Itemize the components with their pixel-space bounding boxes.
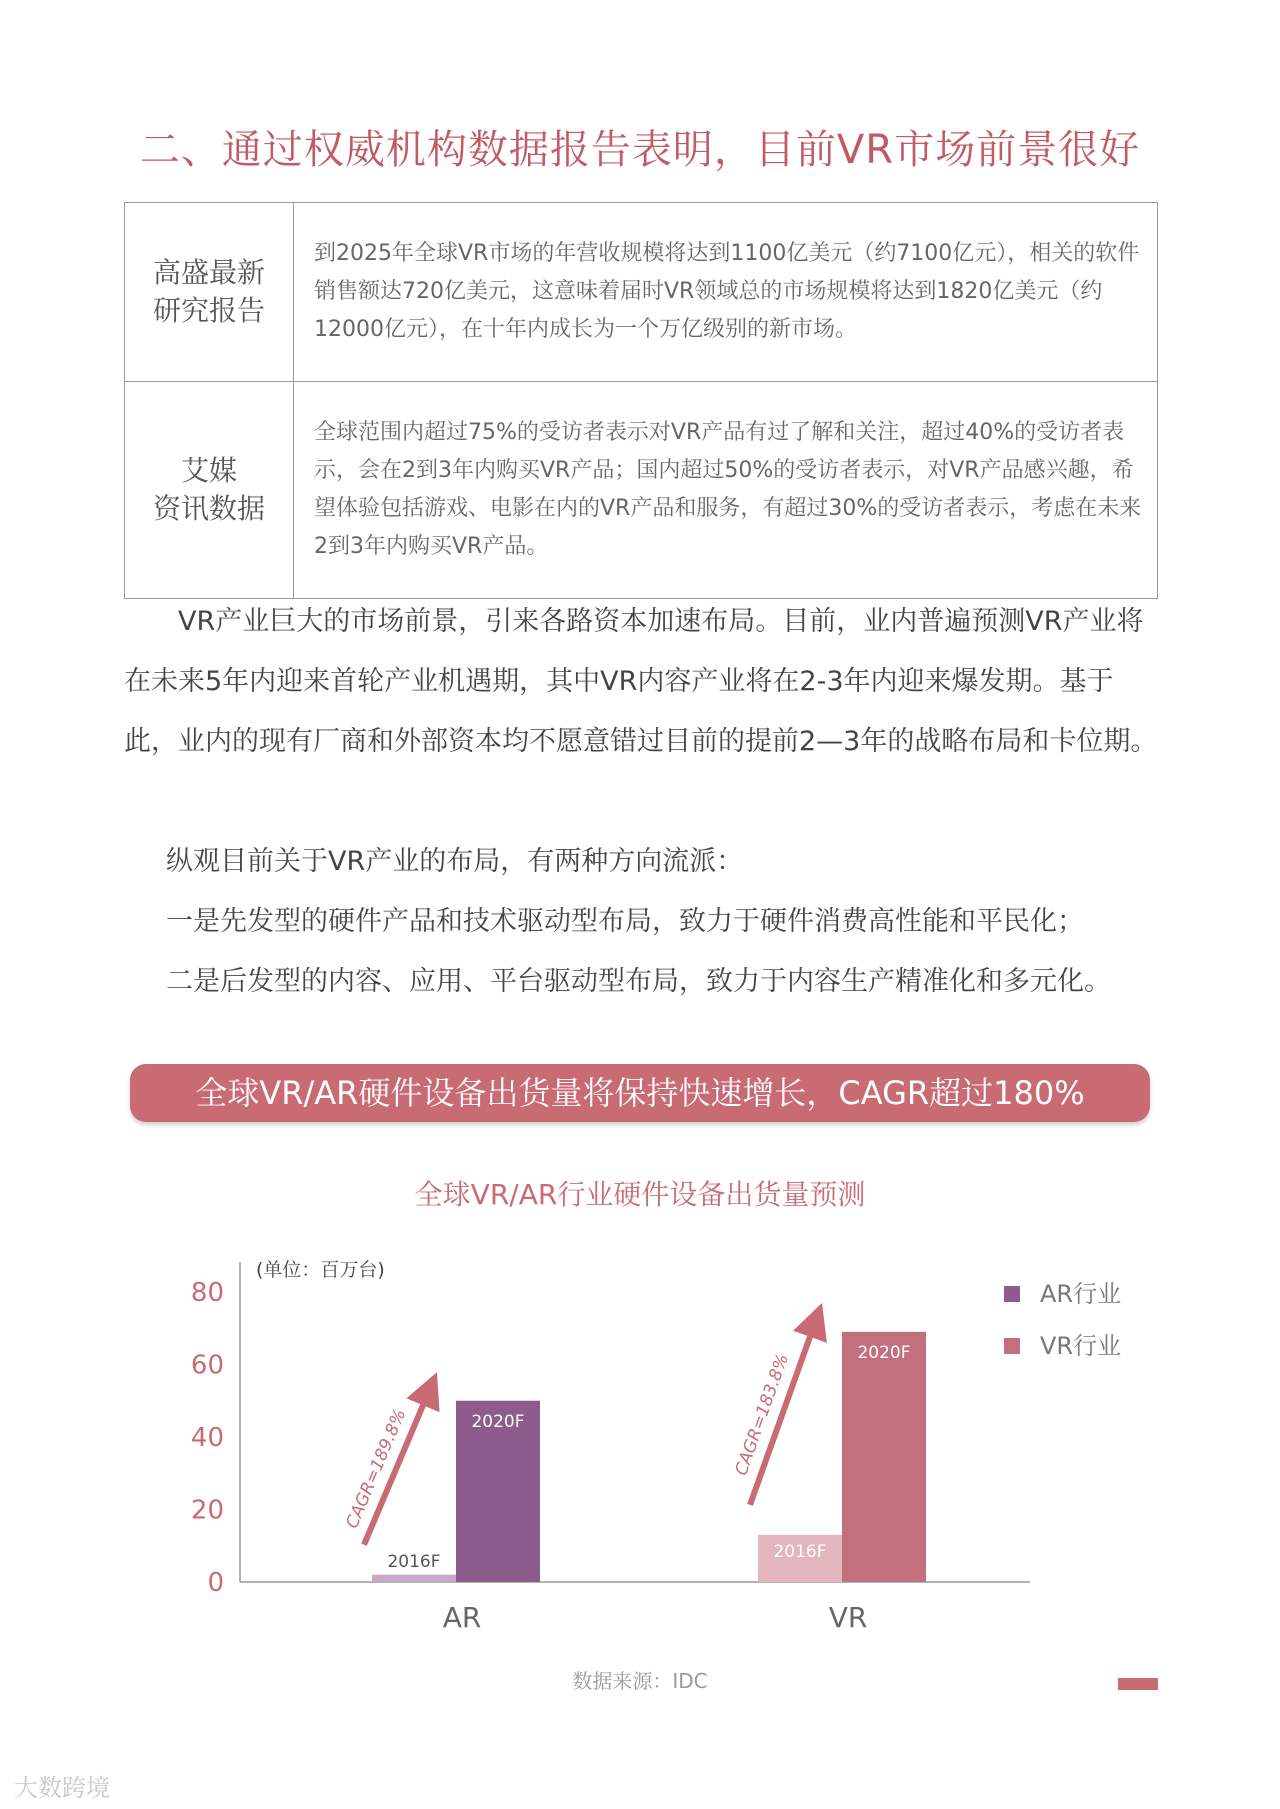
body-paragraph: VR产业巨大的市场前景，引来各路资本加速布局。目前，业内普遍预测VR产业将在未来5年内迎来首轮产业机遇期，其中VR内容产业将在2-3年内迎来爆发期。基于此，业内的现有厂商和外部资本均不愿意错过目前的提前2—3年的战略布局和卡位期。 <box>124 606 1158 757</box>
body-paragraph: 纵观目前关于VR产业的布局，有两种方向流派： <box>166 846 744 877</box>
report-text: 到2025年全球VR市场的年营收规模将达到1100亿美元（约7100亿元），相关的软件销售额达720亿美元，这意味着届时VR领域总的市场规模将达到1820亿美元（约12000亿元），在十年内成长为一个万亿级别的新市场。 <box>294 203 1158 382</box>
bar-data-label: 2020F <box>471 1411 525 1432</box>
bar-data-label: 2016F <box>773 1541 827 1562</box>
cagr-label: CAGR=189.8% <box>342 1406 411 1532</box>
report-source-label <box>125 203 294 382</box>
report-text: 全球范围内超过75%的受访者表示对VR产品有过了解和关注，超过40%的受访者表示，会在2到3年内购买VR产品；国内超过50%的受访者表示，对VR产品感兴趣，希望体验包括游戏、电影在内的VR产品和服务，有超过30%的受访者表示，考虑在未来2到3年内购买VR产品。 <box>294 382 1158 599</box>
label-line: 高盛最新 <box>152 256 265 289</box>
section-title: 二、通过权威机构数据报告表明，目前VR市场前景很好 <box>139 127 1141 173</box>
shipment-bar-chart <box>0 1240 1280 1650</box>
highlight-banner: 全球VR/AR硬件设备出货量将保持快速增长，CAGR超过180% <box>130 1064 1150 1122</box>
y-tick-label: 40 <box>190 1423 224 1453</box>
chart-title: 全球VR/AR行业硬件设备出货量预测 <box>414 1178 866 1211</box>
page-marker <box>1118 1678 1158 1690</box>
y-tick-label: 20 <box>190 1495 224 1526</box>
legend-label: VR行业 <box>1040 1332 1122 1360</box>
bar <box>372 1575 456 1582</box>
body-paragraph: 二是后发型的内容、应用、平台驱动型布局，致力于内容生产精准化和多元化。 <box>166 966 1111 997</box>
label-line: 资讯数据 <box>152 492 265 525</box>
report-table <box>124 202 1158 599</box>
bar-data-label: 2020F <box>857 1342 911 1363</box>
data-source: 数据来源：IDC <box>572 1669 708 1693</box>
label-line: 研究报告 <box>152 294 265 327</box>
body-paragraph: 一是先发型的硬件产品和技术驱动型布局，致力于硬件消费高性能和平民化； <box>166 906 1084 937</box>
table-row <box>125 203 1158 382</box>
label-line: 艾媒 <box>180 454 237 487</box>
legend-swatch <box>1004 1286 1020 1302</box>
y-tick-label: 60 <box>190 1350 224 1381</box>
unit-label: (单位：百万台) <box>256 1259 385 1281</box>
y-tick-label: 0 <box>207 1568 224 1598</box>
bar-data-label: 2016F <box>387 1551 441 1572</box>
report-source-label <box>125 382 294 599</box>
watermark-logo: 大数跨境 <box>14 1774 110 1802</box>
legend-swatch <box>1004 1338 1020 1354</box>
bar <box>842 1332 926 1582</box>
legend-label: AR行业 <box>1040 1280 1122 1308</box>
x-category-label: VR <box>828 1601 868 1634</box>
x-category-label: AR <box>442 1601 482 1634</box>
cagr-label: CAGR=183.8% <box>731 1351 794 1479</box>
y-tick-label: 80 <box>190 1278 224 1308</box>
table-row <box>125 382 1158 599</box>
